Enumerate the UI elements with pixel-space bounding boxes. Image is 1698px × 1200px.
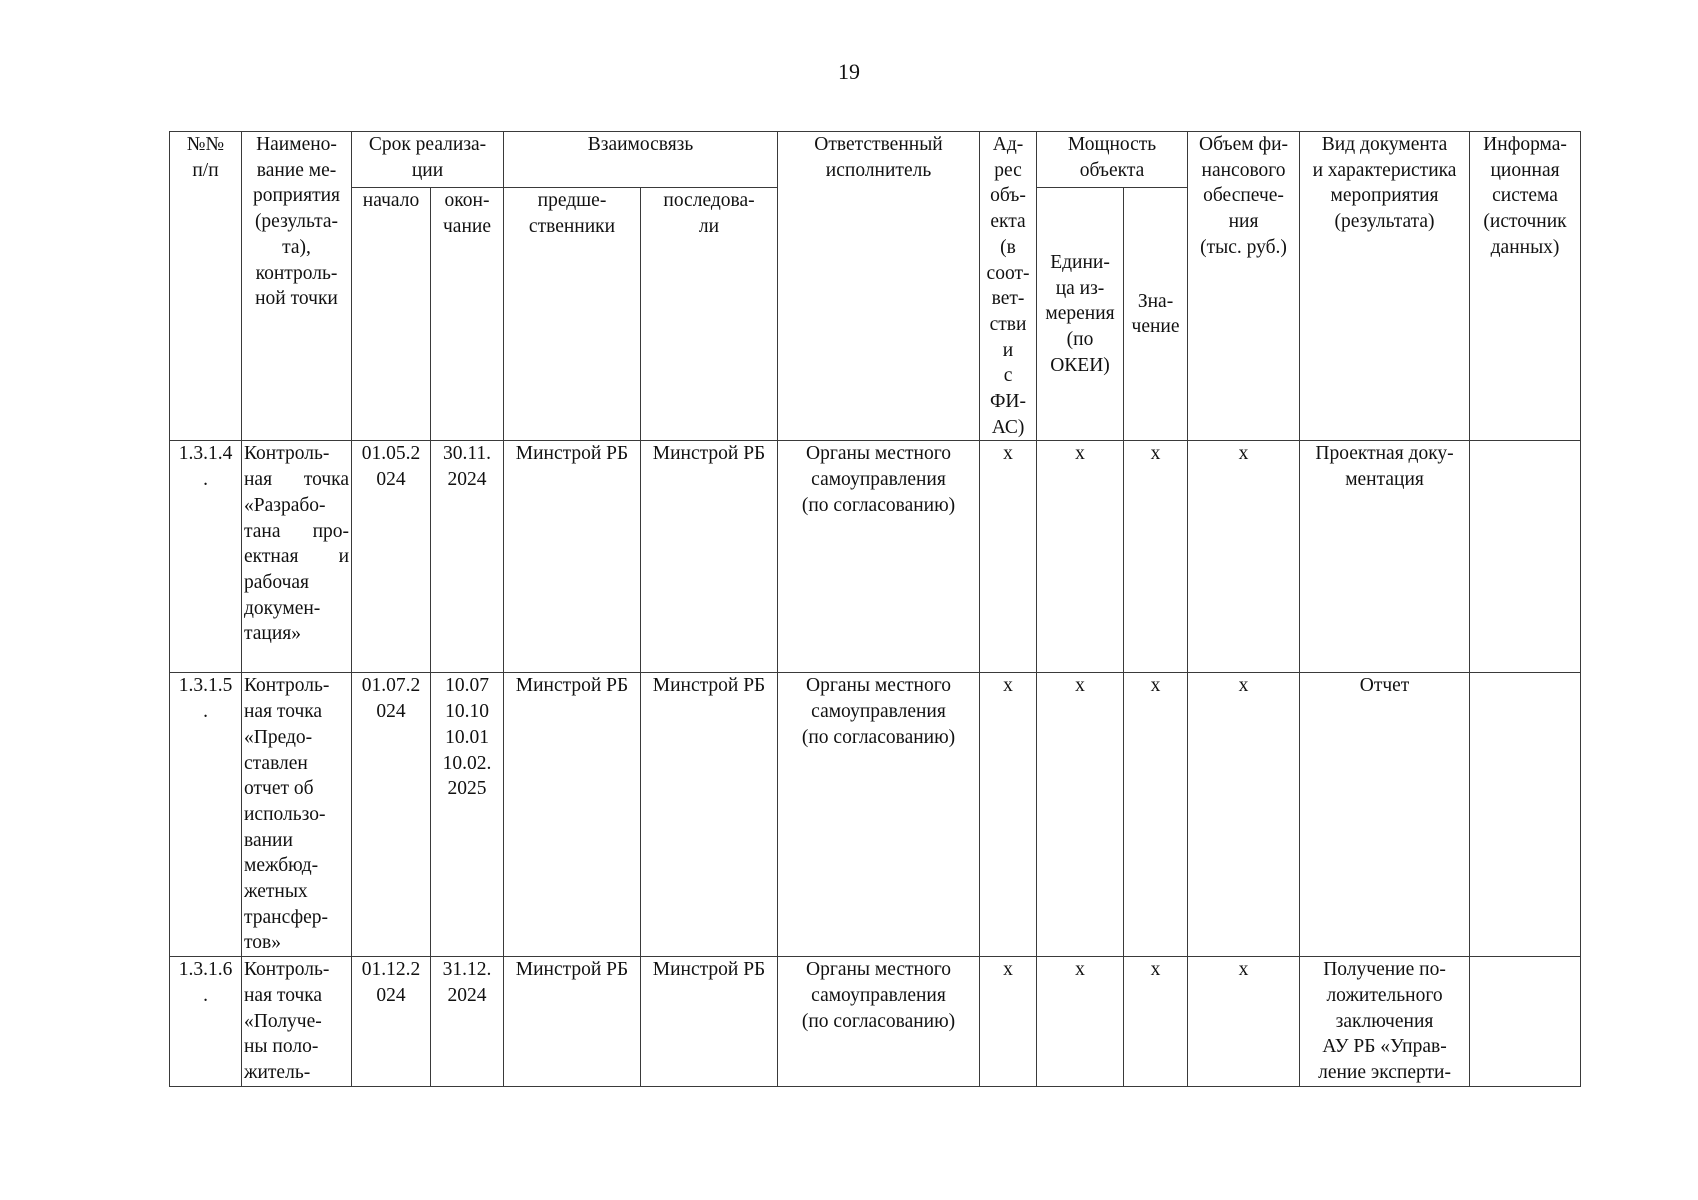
header-value: Зна- чение	[1124, 188, 1188, 441]
header-responsible: Ответственный исполнитель	[778, 132, 980, 441]
row-finance: х	[1188, 673, 1300, 957]
row-unit: х	[1037, 441, 1124, 673]
table-row	[170, 441, 1581, 673]
row-predecessors: Минстрой РБ	[504, 441, 641, 673]
header-predecessors: предше- ственники	[504, 188, 641, 441]
row-predecessors: Минстрой РБ	[504, 673, 641, 957]
header-end: окон- чание	[431, 188, 504, 441]
row-value: х	[1124, 673, 1188, 957]
header-start: начало	[352, 188, 431, 441]
row-responsible: Органы местного самоуправления (по согласованию)	[778, 441, 980, 673]
header-address: Ад- рес объ- екта (в соот- вет- стви и с ФИ- АС)	[980, 132, 1037, 441]
header-name: Наимено- вание ме- роприятия (результа- та), контроль- ной точки	[242, 132, 352, 441]
row-predecessors: Минстрой РБ	[504, 957, 641, 1087]
row-value: х	[1124, 957, 1188, 1087]
page-number: 19	[838, 59, 860, 84]
row-start: 01.07.2 024	[352, 673, 431, 957]
row-finance: х	[1188, 441, 1300, 673]
row-info-system	[1470, 441, 1581, 673]
row-num: 1.3.1.6 .	[170, 957, 242, 1087]
row-successors: Минстрой РБ	[641, 957, 778, 1087]
row-info-system	[1470, 957, 1581, 1087]
row-document: Проектная доку- ментация	[1300, 441, 1470, 673]
row-unit: х	[1037, 673, 1124, 957]
row-successors: Минстрой РБ	[641, 673, 778, 957]
header-unit: Едини- ца из- мерения (по ОКЕИ)	[1037, 188, 1124, 441]
row-info-system	[1470, 673, 1581, 957]
row-end: 30.11. 2024	[431, 441, 504, 673]
row-value: х	[1124, 441, 1188, 673]
row-successors: Минстрой РБ	[641, 441, 778, 673]
plan-table	[169, 131, 1581, 1087]
header-document: Вид документа и характеристика мероприятия (результата)	[1300, 132, 1470, 441]
row-document: Получение по- ложительного заключения АУ РБ «Управ- ление эксперти-	[1300, 957, 1470, 1087]
header-capacity: Мощность объекта	[1037, 132, 1188, 188]
header-info-system: Информа- ционная система (источник данных)	[1470, 132, 1581, 441]
header-successors: последова- ли	[641, 188, 778, 441]
row-start: 01.05.2 024	[352, 441, 431, 673]
row-unit: х	[1037, 957, 1124, 1087]
row-num: 1.3.1.5 .	[170, 673, 242, 957]
header-finance: Объем фи- нансового обеспече- ния (тыс. руб.)	[1188, 132, 1300, 441]
header-row-1	[170, 132, 1581, 188]
header-num: №№ п/п	[170, 132, 242, 441]
row-name: Контроль-ная точка «Разрабо-тана про-ектная и рабочая докумен-тация»	[242, 441, 352, 673]
row-start: 01.12.2 024	[352, 957, 431, 1087]
header-term: Срок реализа- ции	[352, 132, 504, 188]
row-end: 10.07 10.10 10.01 10.02. 2025	[431, 673, 504, 957]
row-name: Контроль- ная точка «Получе- ны поло- житель-	[242, 957, 352, 1087]
row-finance: х	[1188, 957, 1300, 1087]
row-address: х	[980, 957, 1037, 1087]
table-row	[170, 673, 1581, 957]
row-address: х	[980, 673, 1037, 957]
row-end: 31.12. 2024	[431, 957, 504, 1087]
table-row	[170, 957, 1581, 1087]
row-address: х	[980, 441, 1037, 673]
row-num: 1.3.1.4 .	[170, 441, 242, 673]
row-document: Отчет	[1300, 673, 1470, 957]
row-responsible: Органы местного самоуправления (по согласованию)	[778, 957, 980, 1087]
header-link: Взаимосвязь	[504, 132, 778, 188]
row-name: Контроль- ная точка «Предо- ставлен отчет об использо- вании межбюд- жетных трансфер- тов»	[242, 673, 352, 957]
row-responsible: Органы местного самоуправления (по согласованию)	[778, 673, 980, 957]
